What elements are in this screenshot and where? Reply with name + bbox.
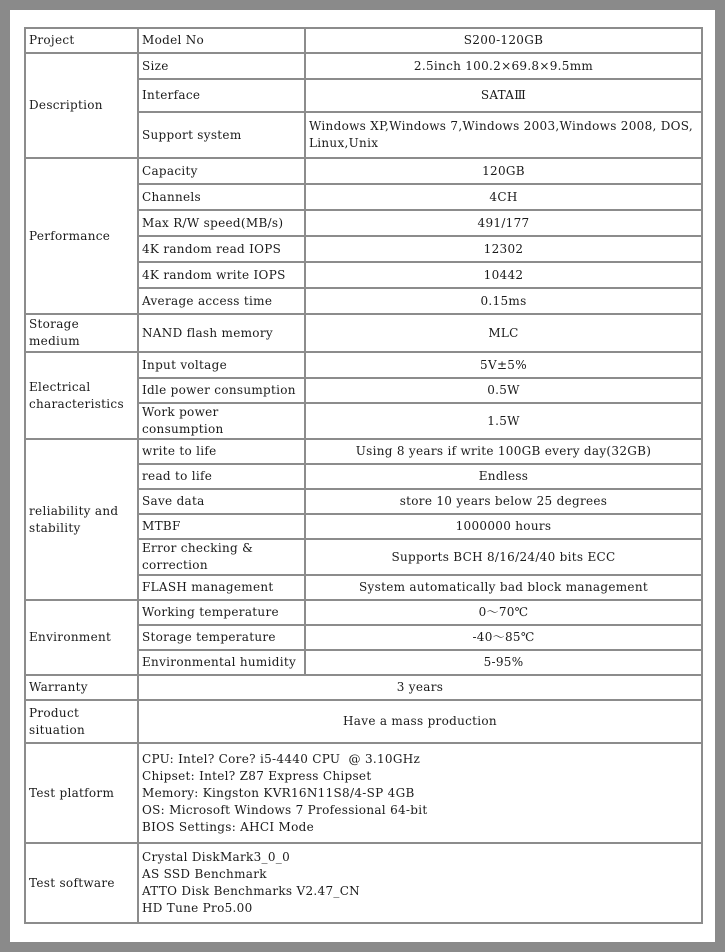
- test-platform-label: Test platform: [25, 743, 138, 843]
- spec-name: 4K random write IOPS: [138, 262, 305, 288]
- test-software-value: [138, 843, 702, 923]
- spec-name: Working temperature: [138, 600, 305, 625]
- spec-value: 0.15ms: [305, 288, 702, 314]
- spec-value: 1.5W: [305, 403, 702, 439]
- spec-name: Size: [138, 53, 305, 79]
- spec-name: Capacity: [138, 158, 305, 184]
- warranty-row: [25, 675, 702, 700]
- spec-name: MTBF: [138, 514, 305, 539]
- group-label-reliability: reliability and stability: [25, 439, 138, 600]
- test-platform-line: Memory: Kingston KVR16N11S8/4-SP 4GB: [142, 785, 415, 800]
- spec-value: 5V±5%: [305, 352, 702, 378]
- spec-value: 4CH: [305, 184, 702, 210]
- spec-table: [24, 27, 703, 924]
- spec-name: Channels: [138, 184, 305, 210]
- spec-row: [25, 158, 702, 184]
- spec-name: write to life: [138, 439, 305, 464]
- test-platform-row: [25, 743, 702, 843]
- spec-value: 120GB: [305, 158, 702, 184]
- spec-value: Endless: [305, 464, 702, 489]
- group-label-performance: Performance: [25, 158, 138, 314]
- test-platform-value: [138, 743, 702, 843]
- group-label-description: Description: [25, 53, 138, 158]
- spec-name: Interface: [138, 79, 305, 112]
- spec-name: Support system: [138, 112, 305, 158]
- test-software-label: Test software: [25, 843, 138, 923]
- spec-row: [25, 352, 702, 378]
- group-label-electrical: Electrical characteristics: [25, 352, 138, 439]
- spec-value: 491/177: [305, 210, 702, 236]
- header-row: [25, 28, 702, 53]
- test-software-line: AS SSD Benchmark: [142, 867, 267, 881]
- spec-value: Using 8 years if write 100GB every day(32GB): [305, 439, 702, 464]
- product-situation-row: [25, 700, 702, 743]
- group-label-environment: Environment: [25, 600, 138, 675]
- header-model-no: Model No: [138, 28, 305, 53]
- spec-name: FLASH management: [138, 575, 305, 600]
- spec-value: 2.5inch 100.2×69.8×9.5mm: [305, 53, 702, 79]
- group-label-storage-medium: Storage medium: [25, 314, 138, 352]
- test-platform-line: OS: Microsoft Windows 7 Professional 64-bit: [142, 802, 428, 817]
- spec-name: Environmental humidity: [138, 650, 305, 675]
- header-model-value: S200-120GB: [305, 28, 702, 53]
- spec-row: [25, 314, 702, 352]
- test-platform-line: Chipset: Intel? Z87 Express Chipset: [142, 768, 372, 783]
- spec-name: Max R/W speed(MB/s): [138, 210, 305, 236]
- spec-value: 0.5W: [305, 378, 702, 403]
- spec-value: MLC: [305, 314, 702, 352]
- spec-row: [25, 53, 702, 79]
- spec-name: 4K random read IOPS: [138, 236, 305, 262]
- spec-name: Idle power consumption: [138, 378, 305, 403]
- test-software-line: Crystal DiskMark3_0_0: [142, 850, 291, 864]
- spec-name: NAND flash memory: [138, 314, 305, 352]
- test-platform-line: BIOS Settings: AHCI Mode: [142, 819, 315, 834]
- warranty-value: 3 years: [138, 675, 702, 700]
- spec-row: [25, 439, 702, 464]
- spec-value: System automatically bad block management: [305, 575, 702, 600]
- spec-value: 1000000 hours: [305, 514, 702, 539]
- warranty-label: Warranty: [25, 675, 138, 700]
- spec-name: Storage temperature: [138, 625, 305, 650]
- spec-name: read to life: [138, 464, 305, 489]
- spec-value: Windows XP,Windows 7,Windows 2003,Windows 2008, DOS, Linux,Unix: [305, 112, 702, 158]
- spec-value: 12302: [305, 236, 702, 262]
- test-software-row: [25, 843, 702, 923]
- spec-name: Save data: [138, 489, 305, 514]
- test-software-line: HD Tune Pro5.00: [142, 901, 253, 915]
- spec-value: SATAⅢ: [305, 79, 702, 112]
- spec-name: Input voltage: [138, 352, 305, 378]
- spec-name: Error checking & correction: [138, 539, 305, 575]
- product-situation-value: Have a mass production: [138, 700, 702, 743]
- spec-value: store 10 years below 25 degrees: [305, 489, 702, 514]
- spec-value: 0～70℃: [305, 600, 702, 625]
- spec-sheet: [10, 10, 715, 942]
- spec-name: Work power consumption: [138, 403, 305, 439]
- spec-value: 10442: [305, 262, 702, 288]
- spec-row: [25, 600, 702, 625]
- header-project: Project: [25, 28, 138, 53]
- spec-value: 5-95%: [305, 650, 702, 675]
- product-situation-label: Product situation: [25, 700, 138, 743]
- test-software-line: ATTO Disk Benchmarks V2.47_CN: [142, 884, 360, 898]
- spec-value: Supports BCH 8/16/24/40 bits ECC: [305, 539, 702, 575]
- spec-name: Average access time: [138, 288, 305, 314]
- test-platform-line: CPU: Intel? Core? i5-4440 CPU @ 3.10GHz: [142, 751, 421, 766]
- spec-value: -40～85℃: [305, 625, 702, 650]
